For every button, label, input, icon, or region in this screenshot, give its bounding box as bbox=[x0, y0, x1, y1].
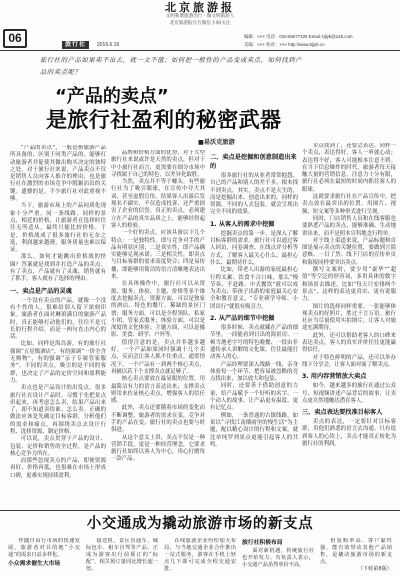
article-paragraph: 核心卖点要放在最显眼的位置，用最简洁有力的语言表达出来；支撑卖点则用来佐证核心卖点，增强客人的信任感。 bbox=[111, 376, 205, 405]
feature-column-3 bbox=[164, 538, 236, 574]
article-paragraph: 此外，还可以借助老客人的口碑来表达卖点，客人的真实评价往往更能赢得信任。 bbox=[302, 332, 396, 354]
page-number: 06 bbox=[3, 29, 27, 48]
masthead bbox=[140, 1, 260, 27]
article-subheading: 旅行社积极布局 bbox=[242, 540, 283, 546]
article-paragraph: 伴随自由行市场的快速发展，旅游者对目的地“小交通”的需求日益多样化。 bbox=[8, 538, 80, 558]
article-paragraph: 在线旅游企业纷纷加大布局，与当地交通企业合作推出一站式服务，游客在手机上轻点几下即可完成全程交通安排。 bbox=[164, 538, 236, 572]
article-paragraph: 接送机、景区直通车、城际包车、租车自驾等产品，正成为游客出行前预订的“标配”，相关预订量同比增长超一倍。 bbox=[86, 538, 158, 572]
article-subheading: 三、卖点表达要找准目标客人 bbox=[302, 409, 383, 417]
article-subheading: 小众需求催生大市场 bbox=[8, 561, 61, 567]
article-paragraph: 同时，门店销售人员和在线客服也要熟悉产品的卖点，能够准确、生动地讲出来，而不是照本宣科地念行程单。 bbox=[302, 215, 396, 237]
slogan-line-2: 北京旅游报官方微信 扫码关注 bbox=[169, 20, 231, 26]
headline-line-1: “产品的卖点” bbox=[55, 86, 169, 107]
article-paragraph: 可以说，卖点贯穿于产品的设计、包装、定价和销售的全过程，是产品的核心竞争力所在。 bbox=[10, 436, 106, 457]
article-paragraph: 比如，同样是海岛游，有的旅行社强调“五星级酒店”，有的强调“一价全含无购物”，有的强调“亲子专属管家服务”。不同的卖点，吸引的是不同的客群，也决定了产品的定价空间和盈利能力。 bbox=[10, 341, 106, 384]
article-paragraph: 例如，一条普通的古镇线路，如果以“寻找江南烟雨里的慢生活”为主题，配以精心设计的行程和文案，就比单纯罗列景点更能引起客人的共鸣。 bbox=[210, 412, 298, 448]
article-paragraph: 一个没有卖点的产品，就像一个没有个性的人，很难给别人留下深刻印象。旅游者在面对琳琅满目的旅游产品时，真正能够打动他们的，往往不是冗长的行程介绍，而是一两句直击内心的话。 bbox=[10, 297, 106, 341]
feature-headline: 小交通成为撬动旅游市场的新支点 bbox=[86, 516, 314, 532]
feature-column-2 bbox=[86, 538, 158, 574]
headline-line-2: 是旅行社盈利的秘密武器 bbox=[46, 108, 282, 132]
article-intro: 旅行社的产品如果卖不出去，就一文不值；如何把一般性的产品变成卖点，如何找到产品的卖点呢？ bbox=[40, 57, 303, 76]
design-line: 美编：××× 校对：××× http://www.bjlyb.cn bbox=[244, 41, 325, 47]
article-subheading: 2. 从产品的细节中挖掘 bbox=[210, 315, 275, 323]
article-subheading: 二、卖点是挖掘和创意制造出来的 bbox=[210, 154, 297, 170]
article-paragraph: 但复购率高、客户黏性强，能有效带动其他产品销售，是撬动旅游市场的新支点。 bbox=[320, 538, 392, 565]
article-paragraph: 同时，还要善于借助创意的力量，给产品赋予一个好听的名字、一个动人的故事，让产品更有温度、更有记忆点。 bbox=[210, 383, 298, 412]
article-paragraph: 对于特色鲜明的产品，还可以举办线下分享会，让客人面对面了解卖点。 bbox=[302, 354, 396, 368]
byline: ■易沃克旅游 bbox=[198, 139, 235, 146]
article-paragraph: 很多时候，卖点就藏在产品的细节里。一间能看到日出的海景房、一顿当地老字号的特色晚餐、一段由非遗传承人讲解的文化课，往往最能打动客人的心。 bbox=[210, 325, 298, 361]
article-paragraph: 而那些忽视卖点的产品，即便资源再好、价格再低，也很难在市场上形成口碑，更难实现持续盈利。 bbox=[10, 458, 106, 479]
article-paragraph: 产品经理要深入线路一线，亲身体验每一个环节，把容易被忽略的亮点找出来，加以放大和包装。 bbox=[210, 361, 298, 383]
article-paragraph: 从这个意义上讲，卖点不仅是一种营销手段，更是一种经营理念，它要求旅行社始终以客人为中心，用心打磨每一款产品。 bbox=[111, 434, 205, 463]
article-column-1 bbox=[10, 145, 106, 508]
article-paragraph: 撰写文案时，要少用“豪华”“超值”等空泛的形容词，多用具体的数字和场景去描述，比如“每天只安排两个景点”，这样的表达更真实、更有说服力。 bbox=[302, 267, 396, 303]
editor-line: 编辑：××× 电话：010-66077426 Email: bjlyb@126.com bbox=[244, 34, 353, 39]
continuation-note: （下转第8版） bbox=[357, 566, 392, 572]
article-paragraph: 卖点的表达，一定要针对目标客群，用他们熟悉的语言去沟通。只有说到客人的心坎上，卖点才能真正转化为旅行社的利润。 bbox=[302, 419, 396, 447]
article-paragraph: 卖点找到了，还要会表达。同样一个卖点，表达得好，客人一听就心动；表达得不好，客人可能根本注意不到。在当下信息爆炸的时代，旅游者每天接触大量的营销信息，注意力十分有限，旅行社必须在最短的时间内抓住客人的眼球。 bbox=[302, 143, 396, 193]
article-paragraph: 品牌和价格方面的优势，对于大型旅行社来说或许是天然的卖点，但对于中小旅行社而言，更需要在细分市场中寻找属于自己的特色，以差异化取胜。 bbox=[111, 150, 205, 178]
article-column-2 bbox=[111, 150, 205, 508]
section-rule bbox=[0, 510, 400, 511]
article-paragraph: 这就要求旅行社在产品宣传中，把卖点放在最突出的位置，用图片、视频、短文案等多种形式进行呈现。 bbox=[302, 194, 396, 215]
article-paragraph: 在具体操作中，旅行社可以从资源、服务、体验、主题、价格等多个维度去挖掘卖点。资源方面，可以是独家的酒店、特色的餐厅、稀缺的景区门票；服务方面，可以是全程领队、私家小团、管家式服务；体验方面，可以是深度的文化体验；主题方面，可以是摄影、美食、研学、户外等。 bbox=[111, 281, 205, 339]
article-paragraph: “产品的卖点”，一般是指旅游产品所具备的、区别于同类产品的、能够打动旅游者并促使其做出购买决定的独特之处。对于旅行社来说，产品卖点不仅是销售人员向客人推介的理由，也是旅行社在激烈的市场竞争中脱颖而出的关键。遗憾的是，不少旅行社对此重视不够。 bbox=[10, 145, 106, 203]
paper-name: 北京旅游报 bbox=[165, 1, 235, 14]
article-paragraph: 此外，卖点还要随着市场的变化而不断调整。旅游者的需求在变，竞争对手的产品在变，旅行社的卖点也要与时俱进。 bbox=[111, 405, 205, 434]
feature-column-1 bbox=[8, 538, 80, 574]
article-paragraph: 面对新机遇，传统旅行社也开始发力。有负责人表示，小交通产品虽然单价不高， bbox=[242, 548, 314, 568]
article-paragraph: 挖掘卖点的第一步，是深入了解目标客群的需求。旅行社可以通过客人回访、问卷调查、在线点评分析等方式，了解客人最关心什么、最担心什么、最期待什么。 bbox=[210, 230, 298, 266]
article-paragraph: 当然，卖点并不等于噱头。有些旅行社为了吸引眼球，在宣传中夸大其词，甚至虚假宣传，结果客人出游后发现名不副实，不仅造成投诉，还严重损害了企业的信誉。真正的卖点，必须建立在产品的真实品质之上，能够经得起客人的检验。 bbox=[111, 179, 205, 229]
slogan-line-1: 文明和谐旅游出行 · 做文明旅游人 bbox=[165, 14, 235, 19]
article-paragraph: 对于线上渠道来说，产品标题和首图是展示卖点的关键位置，要做到言简意赅、一目了然；线下门店的宣传单页和海报同样要突出卖点。 bbox=[302, 237, 396, 266]
section-tag: 旅行社 bbox=[62, 41, 89, 49]
issue-date: 2016.6.16 bbox=[97, 42, 120, 48]
article-paragraph: 很多旅行社的从业者常常抱怨，自己的产品和别人的差不多，根本找不到卖点。其实，卖点不是天生的，而是挖掘出来、创造出来的。同样的资源，不同的人去包装，就会呈现出完全不同的效果。 bbox=[210, 173, 298, 216]
article-subheading: 一、卖点是产品的灵魂 bbox=[10, 287, 72, 295]
article-paragraph: 值得注意的是，卖点并非越多越好。一个产品如果同时强调十几个卖点，反而会让客人抓不住重点。通常情况下，一个产品有一到两个核心卖点，再辅以若干个支撑卖点就足够了。 bbox=[111, 339, 205, 375]
article-paragraph: 图片的选择同样重要。一张能够体现卖点的好照片，胜过千言万语。旅行社应当尽量使用实拍图片，让客人对旅途充满期待。 bbox=[302, 303, 396, 332]
article-subheading: 1. 从客人的需求中挖掘 bbox=[210, 220, 275, 228]
editorial-credits bbox=[244, 33, 398, 48]
article-paragraph: 卖点也是产品设计的出发点。很多旅行社在设计产品时，习惯于先把景点串起来，再考虑怎么卖，结果产品出来了，却不知道卖给谁、怎么卖。正确的做法应该是先确定目标客群，分析他们的需求和痛点，再围绕卖点去设计行程、选择资源、制定价格。 bbox=[10, 385, 106, 435]
feature-column-5 bbox=[320, 538, 392, 574]
header-rule bbox=[0, 50, 400, 51]
article-paragraph: 如今，越来越多的旅行社通过公众号、短视频讲述产品背后的故事，让卖点更自然地触达潜在客人。 bbox=[302, 383, 396, 404]
article-column-3 bbox=[210, 150, 298, 508]
article-paragraph: 当下，旅游市场上的产品同质化现象十分严重，同一条线路、同样的景点、相近的价格，让旅游者在选择时往往无所适从，最终只能比较价格。于是，价格战成了很多旅行社的无奈之选，利润越来越薄，服务质量也难以保证。 bbox=[10, 203, 106, 254]
article-paragraph: 那么，如何才能跳出价格战的怪圈？答案就是找到并打造产品的卖点。有了卖点，产品就有了灵魂，销售就有了抓手，客人就有了选择的理由。 bbox=[10, 254, 106, 283]
article-column-4 bbox=[302, 143, 396, 508]
article-paragraph: 一个好的卖点，应该具备以下几个特点：一是独特性，即与竞争对手的产品有明显区别；二是真实性，即产品确实能够兑现承诺；三是相关性，即卖点与目标客群的需求高度契合；四是易传播，即能够用简洁的语言清晰地表达出来。 bbox=[111, 230, 205, 281]
article-subheading: 3. 用内容营销放大卖点 bbox=[302, 373, 367, 381]
article-paragraph: 比如，带老人出游的家庭最担心行程太累、饮食不合口味，那么“慢节奏、不赶路、中式餐饮”就可以成为卖点；带孩子出游的家庭最关心安全和教育意义，“专业研学导师、小团出行”就很有吸引力。 bbox=[210, 267, 298, 310]
feature-column-4 bbox=[242, 538, 314, 574]
